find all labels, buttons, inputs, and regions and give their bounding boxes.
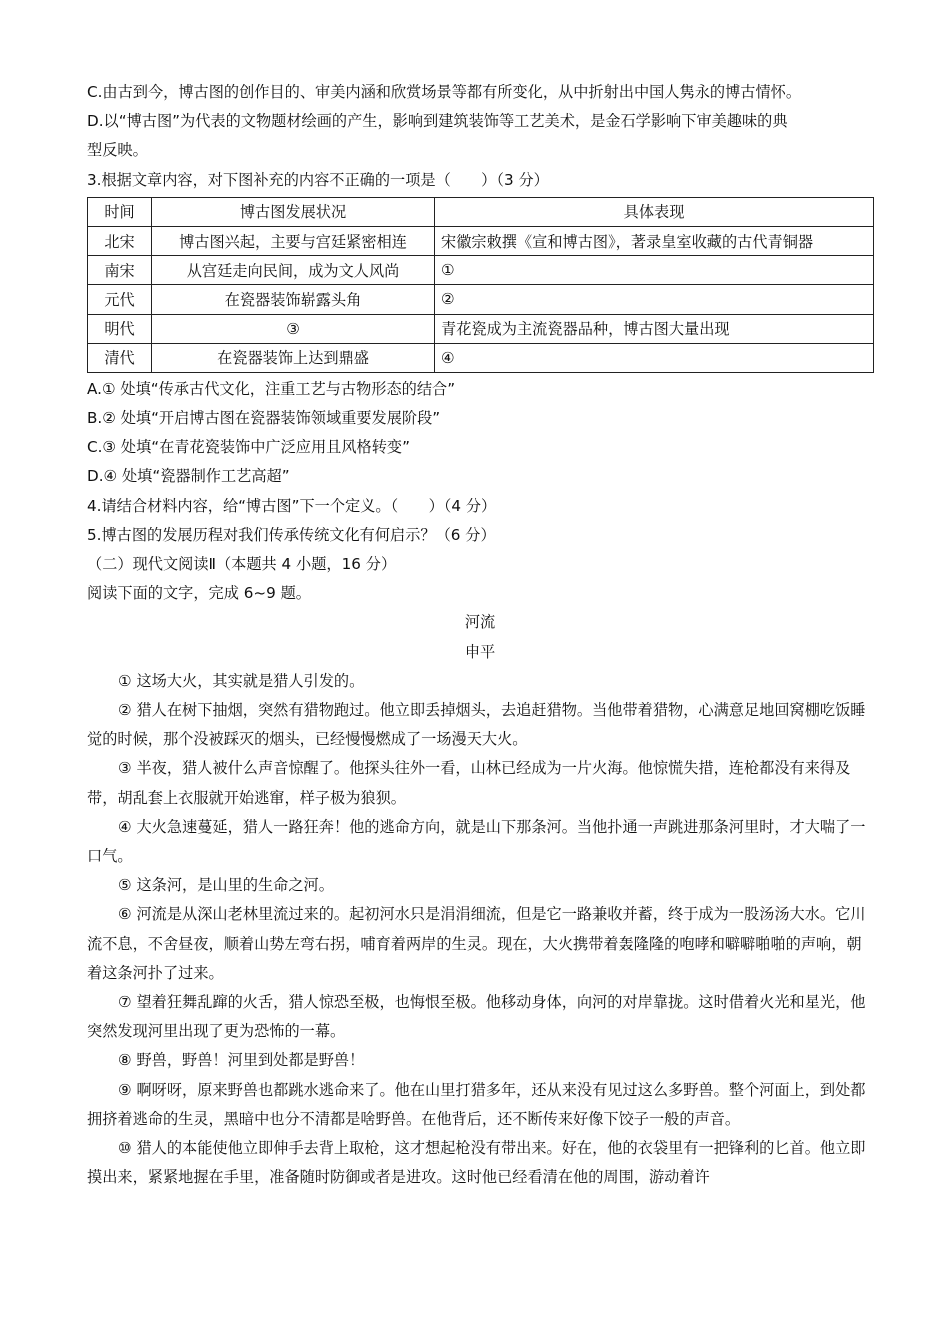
article-paragraph: ⑨ 啊呀呀，原来野兽也都跳水逃命来了。他在山里打猎多年，还从来没有见过这么多野兽。整个河面上，到处都拥挤着逃命的生灵，黑暗中也分不清都是啥野兽。在他背后，还不断传来好像下饺子一般的声音。 bbox=[87, 1080, 866, 1128]
table-cell-detail: ② bbox=[435, 285, 874, 314]
article-paragraph: ⑦ 望着狂舞乱蹿的火舌，猎人惊恐至极，也悔恨至极。他移动身体，向河的对岸靠拢。这时借着火光和星光，他突然发现河里出现了更为恐怖的一幕。 bbox=[87, 992, 866, 1041]
table-header-cell: 具体表现 bbox=[435, 197, 874, 226]
question-3-option-c: C.③ 处填“在青花瓷装饰中广泛应用且风格转变” bbox=[87, 438, 410, 457]
article-paragraph: ② 猎人在树下抽烟，突然有猎物跑过。他立即丢掉烟头，去追赶猎物。当他带着猎物，心满意足地回窝棚吃饭睡觉的时候，那个没被踩灭的烟头，已经慢慢燃成了一场漫天大火。 bbox=[87, 700, 866, 749]
table-cell-period: 清代 bbox=[88, 343, 152, 372]
table-cell-detail: ④ bbox=[435, 343, 874, 372]
table-cell-detail: 宋徽宗敕撰《宣和博古图》，著录皇室收藏的古代青铜器 bbox=[435, 226, 874, 255]
question-2-option-d-line-1: D.以“博古图”为代表的文物题材绘画的产生，影响到建筑装饰等工艺美术，是金石学影响下审美趣味的典 bbox=[87, 112, 788, 131]
table-row bbox=[88, 314, 874, 343]
question-3-option-b: B.② 处填“开启博古图在瓷器装饰领域重要发展阶段” bbox=[87, 409, 441, 428]
question-4: 4.请结合材料内容，给“博古图”下一个定义。（ ）（4 分） bbox=[87, 496, 497, 515]
table-row bbox=[88, 226, 874, 255]
table-header-cell: 时间 bbox=[88, 197, 152, 226]
section-heading: （二）现代文阅读Ⅱ（本题共 4 小题，16 分） bbox=[87, 555, 397, 573]
article-paragraph: ⑧ 野兽，野兽！河里到处都是野兽！ bbox=[118, 1051, 365, 1070]
article-author: 申平 bbox=[464, 642, 496, 661]
article-paragraph: ③ 半夜，猎人被什么声音惊醒了。他探头往外一看，山林已经成为一片火海。他惊慌失措，连枪都没有来得及带，胡乱套上衣服就开始逃窜，样子极为狼狈。 bbox=[87, 759, 851, 807]
table-header-row bbox=[88, 197, 874, 226]
development-table bbox=[87, 197, 874, 373]
table-cell-period: 南宋 bbox=[88, 256, 152, 285]
article-title: 河流 bbox=[464, 613, 496, 632]
reading-instruction: 阅读下面的文字，完成 6~9 题。 bbox=[87, 584, 311, 603]
table-row bbox=[88, 285, 874, 314]
table-cell-detail: ① bbox=[435, 256, 874, 285]
document-page bbox=[87, 78, 873, 1192]
article-paragraph: ⑤ 这条河，是山里的生命之河。 bbox=[118, 876, 334, 895]
table-cell-period: 明代 bbox=[88, 314, 152, 343]
question-3-option-a: A.① 处填“传承古代文化，注重工艺与古物形态的结合” bbox=[87, 379, 456, 398]
article-paragraph: ④ 大火急速蔓延，猎人一路狂奔！他的逃命方向，就是山下那条河。当他扑通一声跳进那条河里时，才大喘了一口气。 bbox=[87, 817, 866, 865]
article-paragraph: ⑥ 河流是从深山老林里流过来的。起初河水只是涓涓细流，但是它一路兼收并蓄，终于成为一股汤汤大水。它川流不息，不舍昼夜，顺着山势左弯右拐，哺育着两岸的生灵。现在，大火携带着轰隆隆的咆哮和噼噼啪啪的声响，朝着这条河扑了过来。 bbox=[87, 905, 866, 982]
question-3-option-d: D.④ 处填“瓷器制作工艺高超” bbox=[87, 467, 290, 486]
table-cell-status: ③ bbox=[152, 314, 435, 343]
table-cell-period: 元代 bbox=[88, 285, 152, 314]
table-cell-status: 在瓷器装饰上达到鼎盛 bbox=[152, 343, 435, 372]
table-cell-period: 北宋 bbox=[88, 226, 152, 255]
table-cell-detail: 青花瓷成为主流瓷器品种，博古图大量出现 bbox=[435, 314, 874, 343]
table-cell-status: 博古图兴起，主要与宫廷紧密相连 bbox=[152, 226, 435, 255]
question-5: 5.博古图的发展历程对我们传承传统文化有何启示？（6 分） bbox=[87, 525, 496, 544]
article-paragraph: ⑩ 猎人的本能使他立即伸手去背上取枪，这才想起枪没有带出来。好在，他的衣袋里有一把锋利的匕首。他立即摸出来，紧紧地握在手里，准备随时防御或者是进攻。这时他已经看清在他的周围，游动着许 bbox=[87, 1139, 866, 1187]
table-row bbox=[88, 256, 874, 285]
question-2-option-d-line-2: 型反映。 bbox=[87, 141, 148, 160]
table-cell-status: 在瓷器装饰崭露头角 bbox=[152, 285, 435, 314]
question-3-stem: 3.根据文章内容，对下图补充的内容不正确的一项是（ ）（3 分） bbox=[87, 170, 549, 189]
table-row bbox=[88, 343, 874, 372]
table-cell-status: 从宫廷走向民间，成为文人风尚 bbox=[152, 256, 435, 285]
table-header-cell: 博古图发展状况 bbox=[152, 197, 435, 226]
question-2-option-c: C.由古到今，博古图的创作目的、审美内涵和欣赏场景等都有所变化，从中折射出中国人隽永的博古情怀。 bbox=[87, 83, 802, 101]
article-paragraph: ① 这场大火，其实就是猎人引发的。 bbox=[118, 671, 365, 690]
